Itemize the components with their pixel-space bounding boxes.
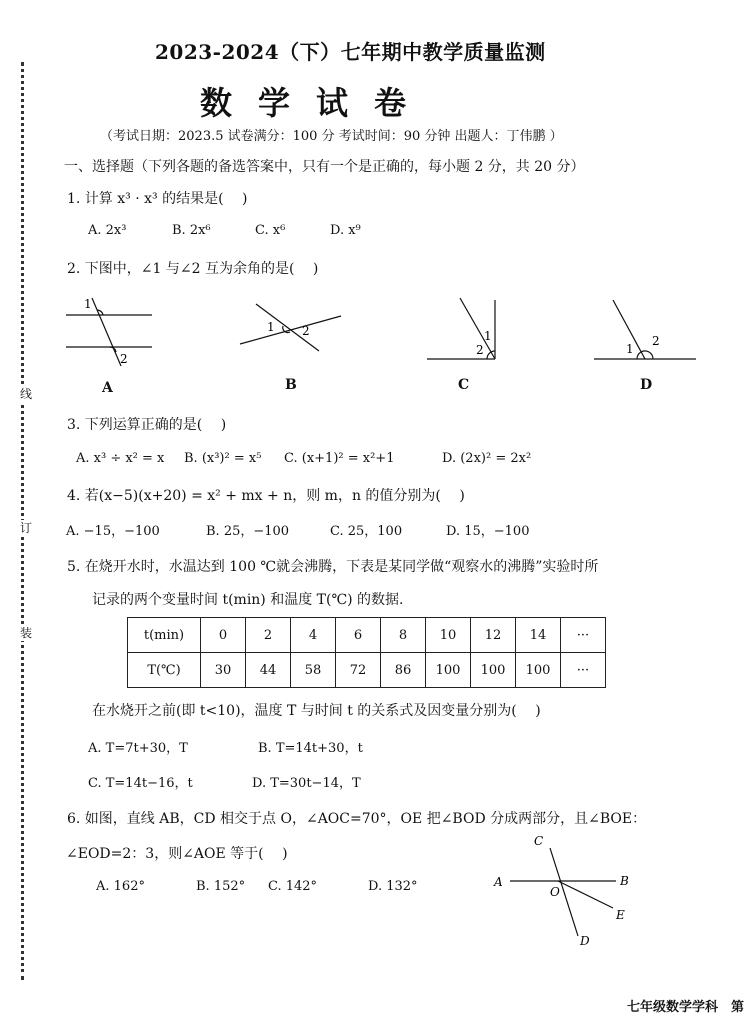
q1-option-a: A. 2x³ — [88, 223, 127, 238]
q5-option-d: D. T=30t−14，T — [252, 776, 361, 791]
fig-b-angle-2: 2 — [302, 324, 310, 338]
q6-stem-line2: ∠EOD=2：3，则∠AOE 等于( ) — [66, 846, 288, 862]
q6-option-d: D. 132° — [368, 879, 418, 894]
q4-option-c: C. 25，100 — [330, 524, 403, 539]
q6-figure — [490, 828, 690, 948]
q4-option-a: A. −15，−100 — [66, 524, 160, 539]
table-cell: 86 — [381, 653, 426, 688]
q5-option-a: A. T=7t+30，T — [88, 741, 188, 756]
q4-option-b: B. 25，−100 — [206, 524, 290, 539]
q3-option-a: A. x³ ÷ x² = x — [76, 451, 165, 466]
q6-point-o: O — [550, 885, 560, 899]
q1-stem: 1. 计算 x³ · x³ 的结果是( ) — [67, 191, 248, 207]
q6-option-a: A. 162° — [96, 879, 145, 894]
q2-label-c: C — [458, 377, 470, 393]
q6-point-c: C — [534, 834, 544, 848]
table-cell: 2 — [246, 618, 291, 653]
table-cell: 100 — [426, 653, 471, 688]
table-cell: 0 — [201, 618, 246, 653]
q6-option-c: C. 142° — [268, 879, 318, 894]
binding-mark-xian: 线 — [20, 387, 33, 401]
table-cell: 100 — [516, 653, 561, 688]
q6-stem-line1: 6. 如图，直线 AB，CD 相交于点 O，∠AOC=70°，OE 把∠BOD 分成两部分，且∠BOE： — [67, 811, 647, 827]
table-cell: 8 — [381, 618, 426, 653]
binding-mark-ding: 订 — [20, 521, 33, 535]
fig-a-angle-1: 1 — [84, 297, 92, 311]
q2-label-b: B — [285, 377, 297, 393]
exam-title: 2023-2024（下）七年期中教学质量监测 — [155, 40, 546, 64]
q3-option-d: D. (2x)² = 2x² — [442, 451, 532, 466]
q2-stem: 2. 下图中，∠1 与∠2 互为余角的是( ) — [67, 261, 319, 277]
table-cell: 44 — [246, 653, 291, 688]
q1-option-b: B. 2x⁶ — [172, 223, 211, 238]
fig-a-angle-2: 2 — [120, 352, 128, 366]
q6-point-e: E — [616, 908, 625, 922]
q5-option-c: C. T=14t−16，t — [88, 776, 193, 791]
table-cell: T(℃) — [128, 653, 201, 688]
table-row — [128, 653, 606, 688]
figure-d — [594, 300, 696, 359]
q4-option-d: D. 15，−100 — [446, 524, 530, 539]
table-cell: 58 — [291, 653, 336, 688]
q6-point-a: A — [494, 875, 503, 889]
fig-b-angle-1: 1 — [267, 320, 275, 334]
q5-question: 在水烧开之前(即 t<10)，温度 T 与时间 t 的关系式及因变量分别为( ) — [92, 703, 541, 719]
section-heading: 一、选择题（下列各题的备选答案中，只有一个是正确的，每小题 2 分，共 20 分） — [64, 159, 585, 175]
page-footer: 七年级数学学科 第 — [626, 1000, 744, 1015]
q6-option-b: B. 152° — [196, 879, 246, 894]
q6-point-d: D — [580, 934, 590, 948]
table-cell: 12 — [471, 618, 516, 653]
table-cell: 30 — [201, 653, 246, 688]
q1-option-d: D. x⁹ — [330, 223, 361, 238]
q3-option-c: C. (x+1)² = x²+1 — [284, 451, 395, 466]
table-cell: 100 — [471, 653, 516, 688]
figure-a — [66, 298, 152, 366]
q3-option-b: B. (x³)² = x⁵ — [184, 451, 262, 466]
fig-c-angle-1: 1 — [484, 329, 492, 343]
q1-option-c: C. x⁶ — [255, 223, 286, 238]
q2-label-d: D — [640, 377, 653, 393]
fig-c-angle-2: 2 — [476, 343, 484, 357]
table-cell: 14 — [516, 618, 561, 653]
fig-d-angle-1: 1 — [626, 342, 634, 356]
exam-subject: 数学试卷 — [200, 84, 433, 122]
q6-point-b: B — [620, 874, 629, 888]
fig-d-angle-2: 2 — [652, 334, 660, 348]
q5-stem-line2: 记录的两个变量时间 t(min) 和温度 T(℃) 的数据. — [92, 592, 404, 608]
table-cell: 72 — [336, 653, 381, 688]
table-row — [128, 618, 606, 653]
table-cell: ··· — [561, 653, 606, 688]
q4-stem: 4. 若(x−5)(x+20) = x² + mx + n，则 m，n 的值分别为( ) — [67, 488, 465, 504]
table-cell: 6 — [336, 618, 381, 653]
q3-stem: 3. 下列运算正确的是( ) — [67, 417, 227, 433]
table-cell: 10 — [426, 618, 471, 653]
q2-label-a: A — [102, 380, 113, 396]
exam-info: （考试日期：2023.5 试卷满分：100 分 考试时间：90 分钟 出题人：丁伟鹏 ） — [100, 129, 563, 144]
binding-mark-zhuang: 装 — [20, 626, 33, 640]
figure-b — [240, 304, 341, 351]
table-cell: t(min) — [128, 618, 201, 653]
q5-option-b: B. T=14t+30，t — [258, 741, 363, 756]
table-cell: 4 — [291, 618, 336, 653]
table-cell: ··· — [561, 618, 606, 653]
q5-stem-line1: 5. 在烧开水时，水温达到 100 ℃就会沸腾，下表是某同学做“观察水的沸腾”实验时所 — [67, 559, 599, 575]
q5-data-table — [127, 617, 606, 688]
